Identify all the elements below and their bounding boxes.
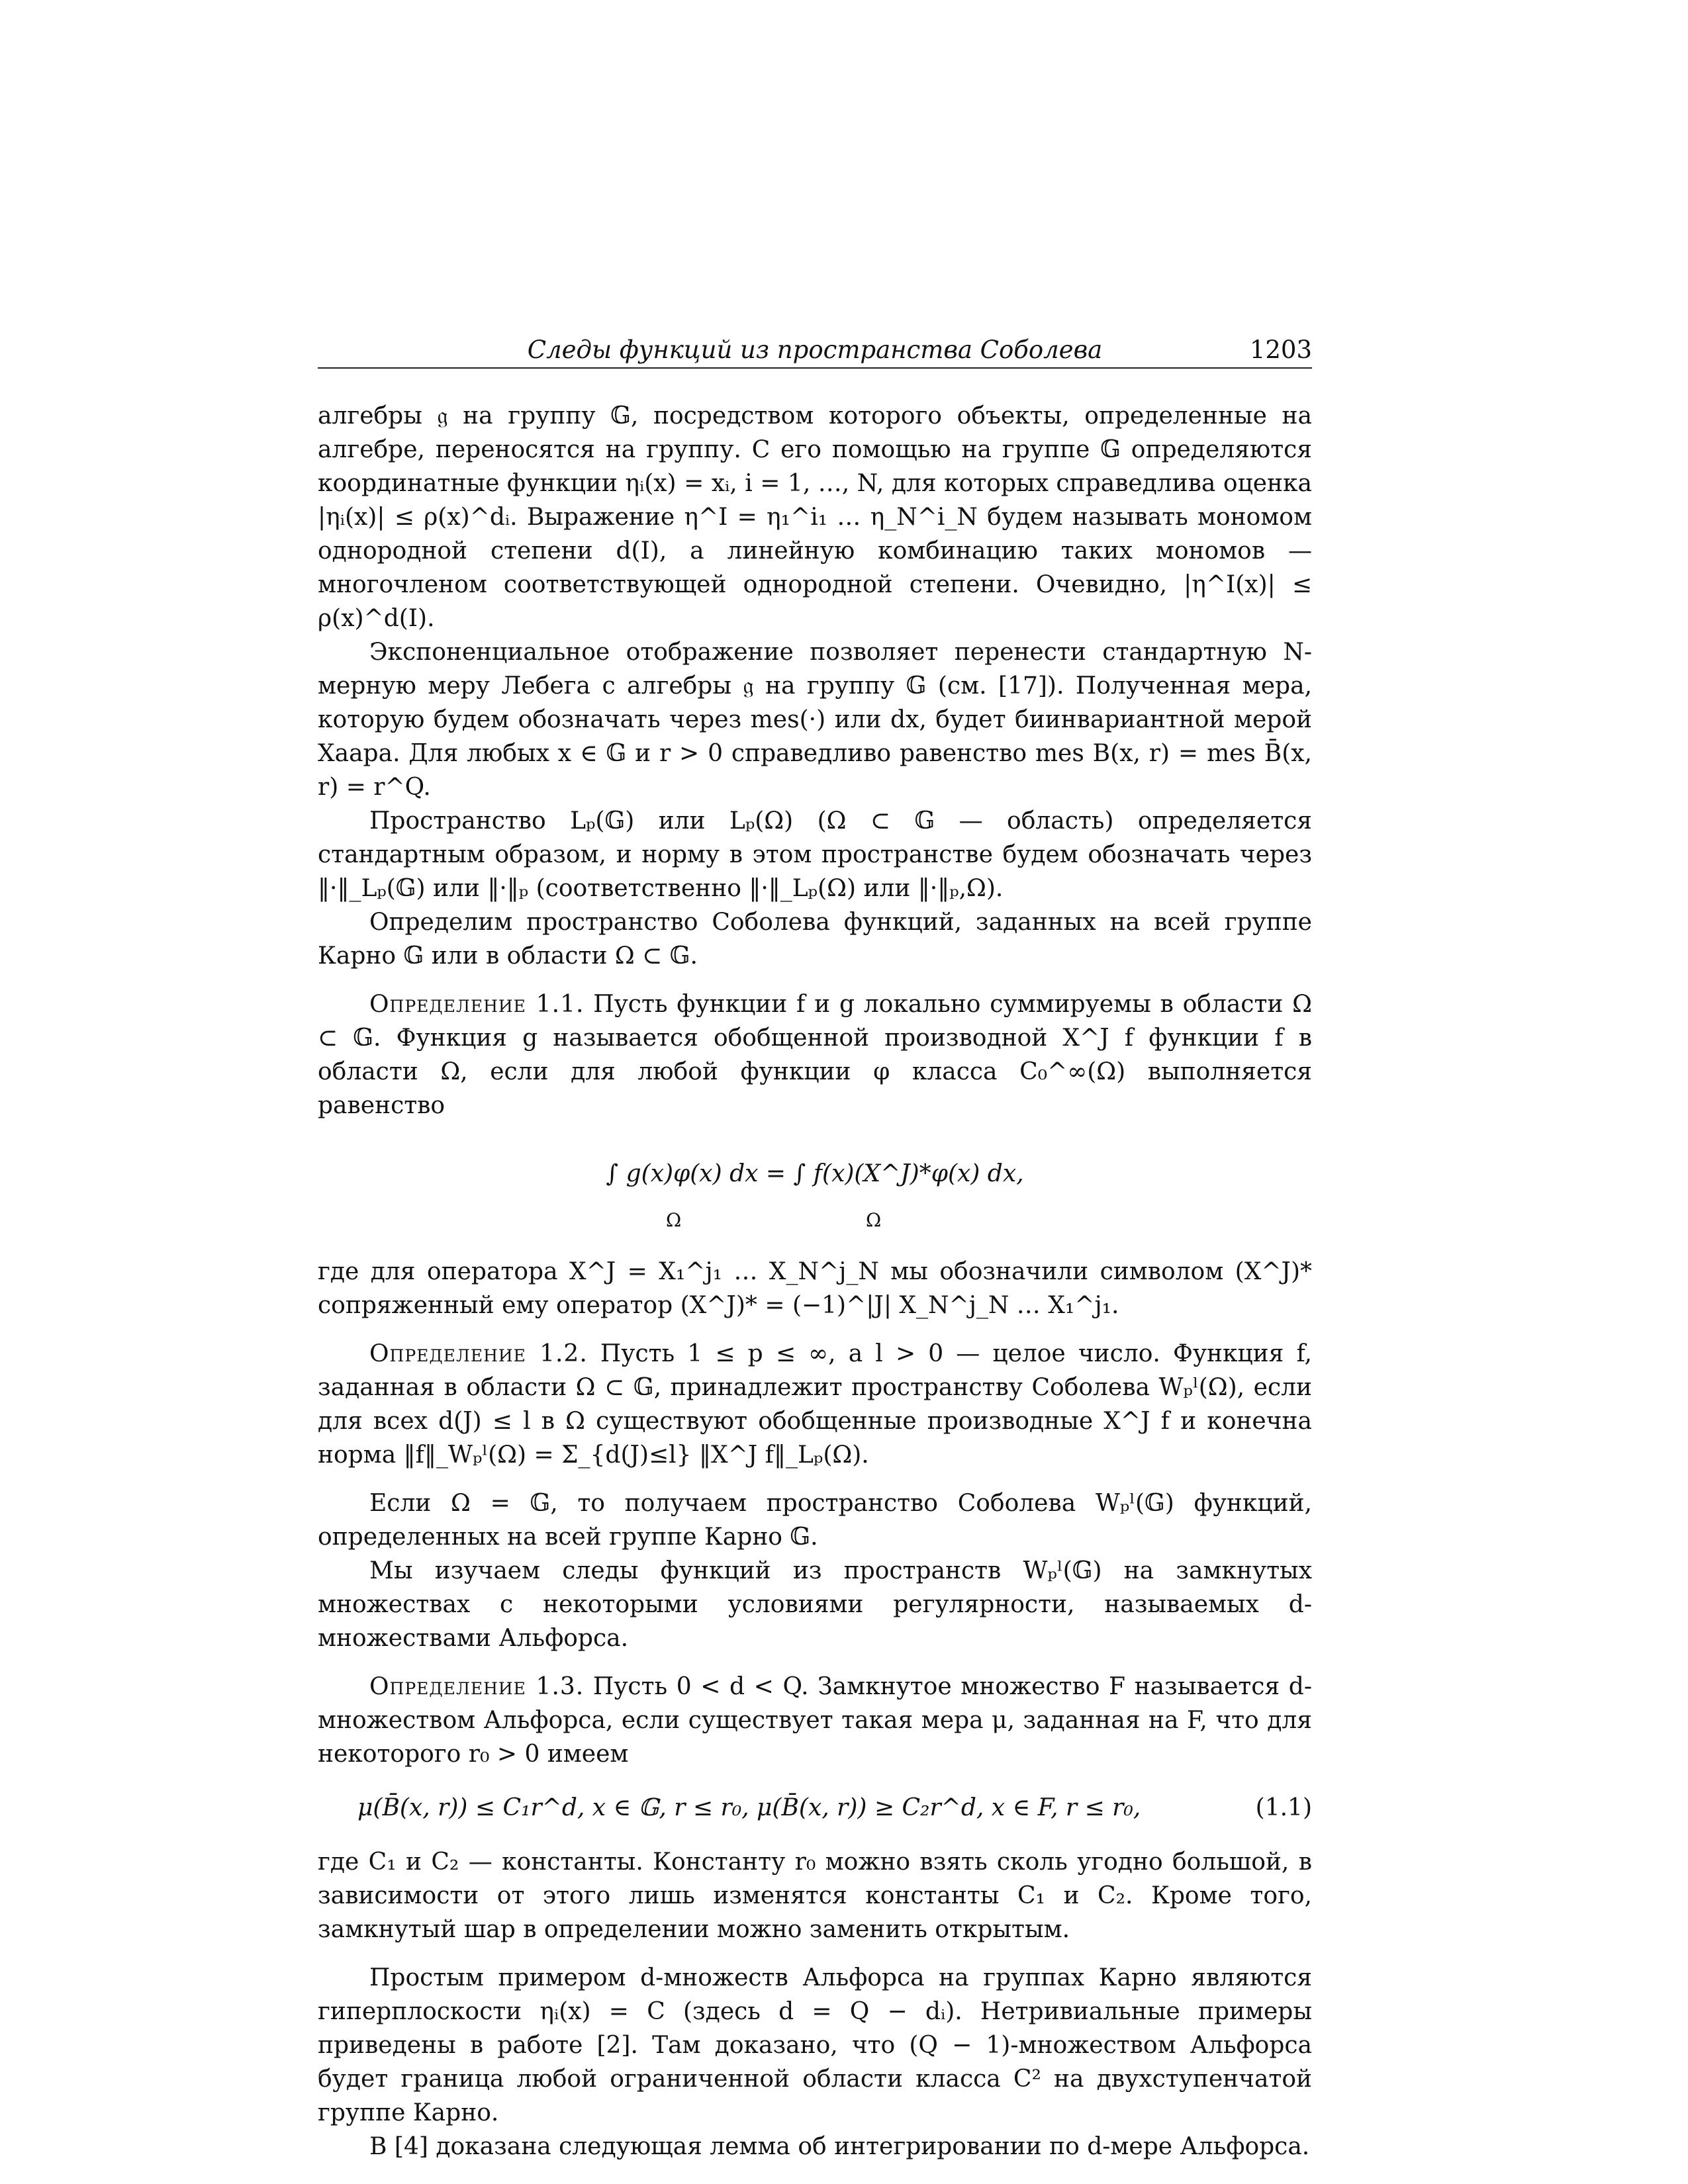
definition-1-1-text: Пусть функции f и g локально суммируемы в области Ω ⊂ 𝔾. Функция g называется обобщенной производной X^J f функции f в области Ω, если для любой функции φ класса C₀^∞(Ω) выполняется равенство — [318, 991, 1312, 1119]
body-text — [318, 399, 1312, 2163]
running-head — [318, 334, 1312, 369]
definition-1-3 — [318, 1670, 1312, 1771]
equation-1-1 — [318, 1788, 1312, 1828]
definition-1-2 — [318, 1337, 1312, 1472]
paragraph-coordinates: алгебры 𝔤 на группу 𝔾, посредством которого объекты, определенные на алгебре, переносятся на группу. С его помощью на группе 𝔾 определяются координатные функции ηᵢ(x) = xᵢ, i = 1, …, N, для которых справедлива оценка |ηᵢ(x)| ≤ ρ(x)^dᵢ. Выражение η^I = η₁^i₁ … η_N^i_N будем называть мономом однородной степени d(I), а линейную комбинацию таких мономов — многочленом соответствующей однородной степени. Очевидно, |η^I(x)| ≤ ρ(x)^d(I). — [318, 402, 1312, 632]
definition-1-1-label: Определение 1.1. — [369, 991, 585, 1018]
definition-1-1 — [318, 987, 1312, 1122]
paragraph-haar-measure: Экспоненциальное отображение позволяет перенести стандартную N-мерную меру Лебега с алгебры 𝔤 на группу 𝔾 (см. [17]). Полученная мера, которую будем обозначать через mes(·) или dx, будет биинвариантной мерой Хаара. Для любых x ∈ 𝔾 и r > 0 справедливо равенство mes B(x, r) = mes B̄(x, r) = r^Q. — [318, 639, 1313, 801]
equation-1-1-formula: μ(B̄(x, r)) ≤ C₁r^d, x ∈ 𝔾, r ≤ r₀, μ(B̄(x, r)) ≥ C₂r^d, x ∈ F, r ≤ r₀, — [357, 1794, 1141, 1821]
equation-1-1-number: (1.1) — [1255, 1794, 1312, 1821]
integral-domain-right: Ω — [866, 1209, 882, 1231]
paragraph-sobolev-group: Если Ω = 𝔾, то получаем пространство Соболева Wₚˡ(𝔾) функций, определенных на всей группе Карно 𝔾. — [318, 1490, 1312, 1551]
definition-1-3-label: Определение 1.3. — [369, 1673, 585, 1700]
definition-1-3-text: Пусть 0 < d < Q. Замкнутое множество F называется d-множеством Альфорса, если существует такая мера μ, заданная на F, что для некоторого r₀ > 0 имеем — [318, 1673, 1312, 1768]
integral-identity — [318, 1140, 1312, 1232]
integral-domain-left: Ω — [666, 1209, 682, 1231]
running-head-title: Следы функций из пространства Соболева — [527, 336, 1103, 364]
integral-identity-formula: ∫ g(x)φ(x) dx = ∫ f(x)(X^J)*φ(x) dx, — [606, 1160, 1024, 1187]
paragraph-examples: Простым примером d-множеств Альфорса на группах Карно являются гиперплоскости ηᵢ(x) = C (здесь d = Q − dᵢ). Нетривиальные примеры приведены в работе [2]. Там доказано, что (Q − 1)-множеством Альфорса будет граница любой ограниченной области класса C² на двухступенчатой группе Карно. — [318, 1964, 1312, 2126]
definition-1-2-text: Пусть 1 ≤ p ≤ ∞, а l > 0 — целое число. Функция f, заданная в области Ω ⊂ 𝔾, принадлежит пространству Соболева Wₚˡ(Ω), если для всех d(J) ≤ l в Ω существуют обобщенные производные X^J f и конечна норма ‖f‖_Wₚˡ(Ω) = Σ_{d(J)≤l} ‖X^J f‖_Lₚ(Ω). — [318, 1340, 1312, 1469]
paragraph-adjoint-operator: где для оператора X^J = X₁^j₁ … X_N^j_N мы обозначили символом (X^J)* сопряженный ему оператор (X^J)* = (−1)^|J| X_N^j_N … X₁^j₁. — [318, 1258, 1312, 1319]
journal-page — [318, 334, 1312, 2163]
paragraph-constants: где C₁ и C₂ — константы. Константу r₀ можно взять сколь угодно большой, в зависимости от этого лишь изменятся константы C₁ и C₂. Кроме того, замкнутый шар в определении можно заменить открытым. — [318, 1848, 1312, 1943]
definition-1-2-label: Определение 1.2. — [369, 1340, 588, 1367]
paragraph-sobolev-intro: Определим пространство Соболева функций, заданных на всей группе Карно 𝔾 или в области Ω ⊂ 𝔾. — [318, 909, 1312, 970]
page-number: 1203 — [1249, 336, 1312, 364]
paragraph-traces: Мы изучаем следы функций из пространств Wₚˡ(𝔾) на замкнутых множествах с некоторыми условиями регулярности, называемых d-множествами Альфорса. — [318, 1557, 1312, 1652]
paragraph-lemma-intro: В [4] доказана следующая лемма об интегрировании по d-мере Альфорса. — [369, 2133, 1310, 2160]
paragraph-lp-space: Пространство Lₚ(𝔾) или Lₚ(Ω) (Ω ⊂ 𝔾 — область) определяется стандартным образом, и норму в этом пространстве будем обозначать через ‖·‖_Lₚ(𝔾) или ‖·‖ₚ (соответственно ‖·‖_Lₚ(Ω) или ‖·‖ₚ,Ω). — [318, 807, 1312, 902]
